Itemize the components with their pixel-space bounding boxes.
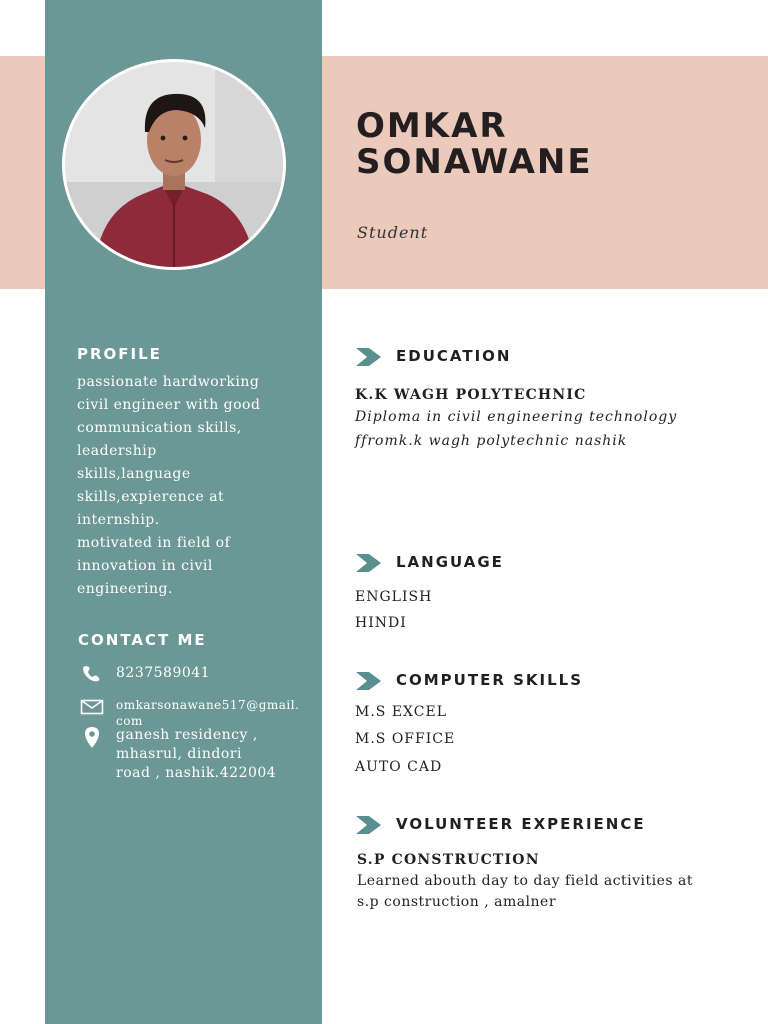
language-item: HINDI bbox=[355, 615, 407, 631]
education-desc-line: ffromk.k wagh polytechnic nashik bbox=[355, 433, 628, 449]
volunteer-org: S.P CONSTRUCTION bbox=[357, 852, 540, 868]
volunteer-heading: VOLUNTEER EXPERIENCE bbox=[396, 815, 646, 833]
name-last: SONAWANE bbox=[356, 142, 593, 182]
profile-line: innovation in civil bbox=[77, 558, 213, 574]
phone-icon bbox=[80, 664, 104, 684]
email-address[interactable] bbox=[116, 697, 299, 729]
location-pin-icon bbox=[80, 726, 104, 746]
contact-phone bbox=[80, 664, 210, 684]
skill-item: AUTO CAD bbox=[355, 759, 443, 775]
profile-line: skills,expierence at bbox=[77, 489, 225, 505]
address-text bbox=[116, 726, 276, 783]
address-line: road , nashik.422004 bbox=[116, 765, 277, 781]
name-first: OMKAR bbox=[356, 106, 508, 146]
skill-item: M.S OFFICE bbox=[355, 731, 456, 747]
education-header bbox=[356, 346, 511, 366]
education-description bbox=[355, 405, 677, 453]
education-desc-line: Diploma in civil engineering technology bbox=[355, 409, 678, 425]
chevron-right-icon bbox=[356, 346, 382, 366]
chevron-right-icon bbox=[356, 552, 382, 572]
contact-heading: CONTACT ME bbox=[78, 631, 207, 649]
skill-item: M.S EXCEL bbox=[355, 704, 447, 720]
profile-heading: PROFILE bbox=[77, 345, 162, 363]
profile-line: passionate hardworking bbox=[77, 374, 260, 390]
volunteer-desc-line: Learned abouth day to day field activities at bbox=[357, 873, 694, 889]
profile-photo bbox=[62, 59, 286, 270]
chevron-right-icon bbox=[356, 814, 382, 834]
contact-address bbox=[80, 726, 276, 783]
contact-email bbox=[80, 697, 299, 729]
volunteer-header bbox=[356, 814, 646, 834]
education-school: K.K WAGH POLYTECHNIC bbox=[355, 387, 587, 403]
chevron-right-icon bbox=[356, 670, 382, 690]
address-line: ganesh residency , bbox=[116, 727, 258, 743]
address-line: mhasrul, dindori bbox=[116, 746, 242, 762]
volunteer-desc-line: s.p construction , amalner bbox=[357, 894, 557, 910]
profile-line: civil engineer with good bbox=[77, 397, 261, 413]
profile-line: leadership bbox=[77, 443, 157, 459]
education-heading: EDUCATION bbox=[396, 347, 512, 365]
profile-line: motivated in field of bbox=[77, 535, 231, 551]
email-line: omkarsonawane517@gmail. bbox=[116, 698, 300, 712]
mail-icon bbox=[80, 697, 104, 717]
computer-skills-header bbox=[356, 670, 583, 690]
email-line: com bbox=[116, 714, 143, 728]
phone-number[interactable]: 8237589041 bbox=[116, 665, 211, 681]
computer-skills-heading: COMPUTER SKILLS bbox=[396, 671, 584, 689]
profile-text bbox=[77, 371, 292, 601]
profile-line: skills,language bbox=[77, 466, 191, 482]
language-heading: LANGUAGE bbox=[396, 553, 504, 571]
language-item: ENGLISH bbox=[355, 589, 433, 605]
profile-line: internship. bbox=[77, 512, 160, 528]
profile-line: engineering. bbox=[77, 581, 173, 597]
candidate-name bbox=[356, 108, 593, 180]
profile-line: communication skills, bbox=[77, 420, 242, 436]
candidate-role: Student bbox=[357, 223, 429, 242]
volunteer-description bbox=[357, 871, 693, 913]
language-header bbox=[356, 552, 504, 572]
